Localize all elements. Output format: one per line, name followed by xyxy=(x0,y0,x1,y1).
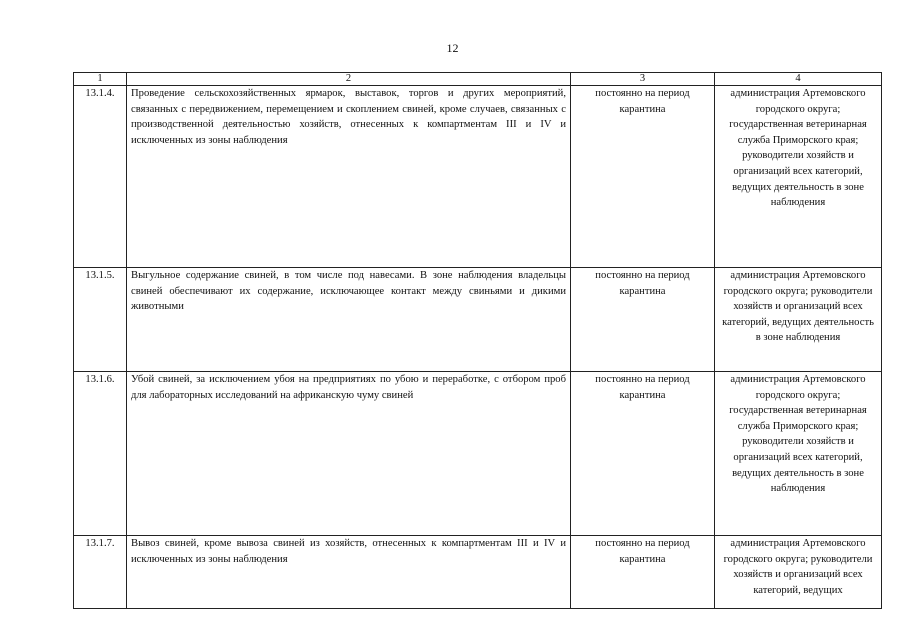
row-measure: Вывоз свиней, кроме вывоза свиней из хозяйств, отнесенных к компартментам III и IV и исключенных из зоны наблюдения xyxy=(127,536,571,609)
row-responsible: администрация Артемовского городского округа; руководители хозяйств и организаций всех категорий, ведущих xyxy=(715,536,882,609)
header-col-1: 1 xyxy=(74,73,127,86)
row-period: постоянно на период карантина xyxy=(571,86,715,268)
measures-table xyxy=(73,72,882,609)
table-row xyxy=(74,536,882,609)
table-header-row xyxy=(74,73,882,86)
row-number: 13.1.4. xyxy=(74,86,127,268)
row-number: 13.1.6. xyxy=(74,372,127,536)
row-period: постоянно на период карантина xyxy=(571,536,715,609)
header-col-4: 4 xyxy=(715,73,882,86)
table-row xyxy=(74,86,882,268)
page-number: 12 xyxy=(446,41,459,55)
row-measure: Выгульное содержание свиней, в том числе под навесами. В зоне наблюдения владельцы свиней обеспечивают их содержание, исключающее контакт между свиньями и дикими животными xyxy=(127,268,571,372)
row-period: постоянно на период карантина xyxy=(571,268,715,372)
row-responsible: администрация Артемовского городского округа; руководители хозяйств и организаций всех категорий, ведущих деятельность в зоне наблюдения xyxy=(715,268,882,372)
row-number: 13.1.5. xyxy=(74,268,127,372)
table-row xyxy=(74,268,882,372)
row-responsible: администрация Артемовского городского округа; государственная ветеринарная служба Приморского края; руководители хозяйств и организаций всех категорий, ведущих деятельность в зоне наблюдения xyxy=(715,86,882,268)
row-period: постоянно на период карантина xyxy=(571,372,715,536)
row-measure: Убой свиней, за исключением убоя на предприятиях по убою и переработке, с отбором проб для лабораторных исследований на африканскую чуму свиней xyxy=(127,372,571,536)
row-responsible: администрация Артемовского городского округа; государственная ветеринарная служба Приморского края; руководители хозяйств и организаций всех категорий, ведущих деятельность в зоне наблюдения xyxy=(715,372,882,536)
table-row xyxy=(74,372,882,536)
row-measure: Проведение сельскохозяйственных ярмарок, выставок, торгов и других мероприятий, связанных с передвижением, перемещением и скоплением свиней, кроме случаев, связанных с производственной деятельностью хозяйств, отнесенных к компартментам III и IV и исключенных из зоны наблюдения xyxy=(127,86,571,268)
row-number: 13.1.7. xyxy=(74,536,127,609)
header-col-3: 3 xyxy=(571,73,715,86)
header-col-2: 2 xyxy=(127,73,571,86)
